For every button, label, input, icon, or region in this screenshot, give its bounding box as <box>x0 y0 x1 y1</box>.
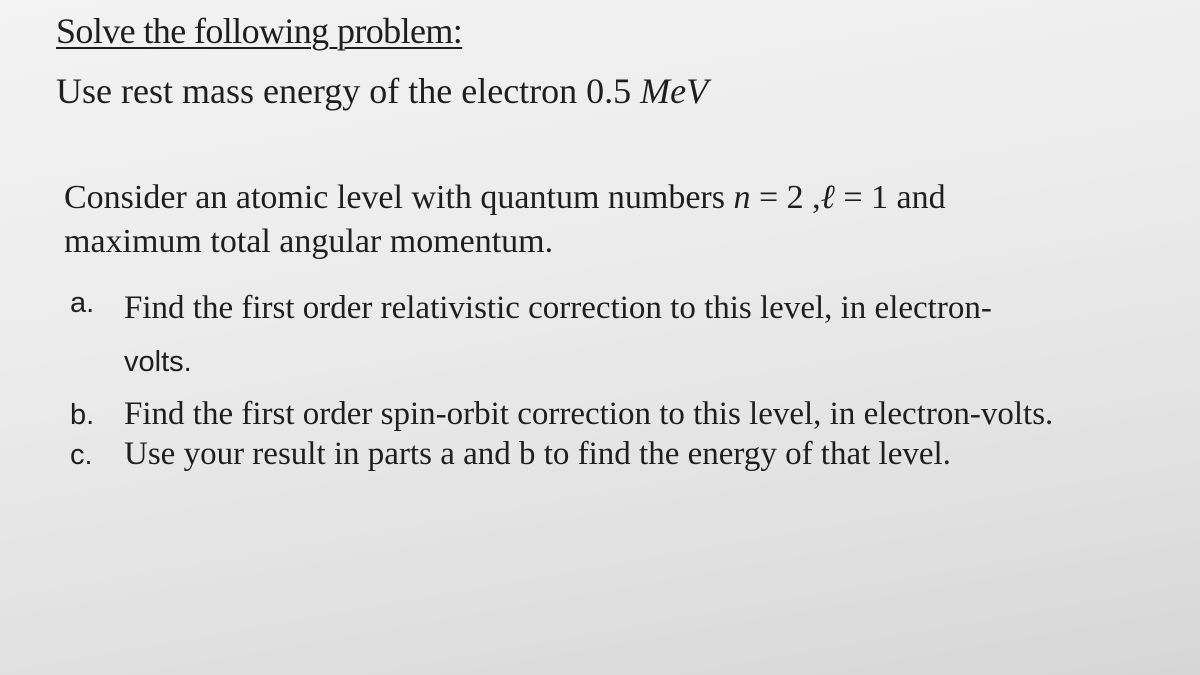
intro-line-1 <box>64 176 946 220</box>
problem-heading: Solve the following problem: <box>56 11 463 51</box>
l-variable: ℓ <box>820 179 835 216</box>
intro-line-2: maximum total angular momentum. <box>64 223 554 261</box>
n-variable: n <box>733 179 751 216</box>
intro-text: Consider an atomic level with quantum numbers <box>64 179 734 216</box>
item-marker-b: b. <box>70 398 95 431</box>
problem-intro <box>64 176 946 264</box>
item-a-line-1: Find the first order relativistic correction to this level, in electron- <box>124 290 992 326</box>
item-marker-c: c. <box>70 438 93 471</box>
question-item-a <box>70 282 1195 388</box>
item-marker-a: a. <box>70 287 95 319</box>
item-text-a <box>124 282 1195 388</box>
item-a-line-2: volts. <box>124 345 192 378</box>
question-item-b <box>70 394 1195 434</box>
given-text: Use rest mass energy of the electron 0.5 <box>56 71 641 111</box>
given-unit: MeV <box>640 71 709 111</box>
item-text-b: Find the first order spin-orbit correction to this level, in electron-volts. <box>124 395 1054 432</box>
question-list <box>70 282 1195 474</box>
given-statement <box>56 70 708 112</box>
n-value: = 2 , <box>750 179 821 216</box>
question-item-c <box>70 434 1195 474</box>
l-value: = 1 and <box>834 179 946 216</box>
item-text-c: Use your result in parts a and b to find the energy of that level. <box>124 435 951 472</box>
